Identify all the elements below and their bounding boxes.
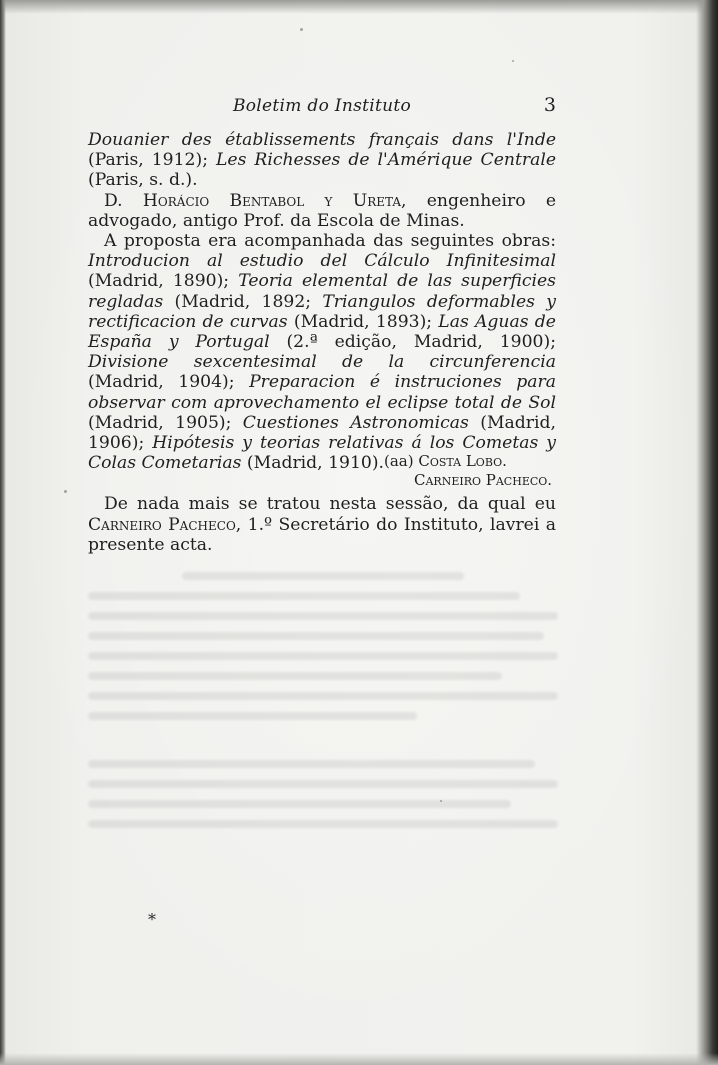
page-bottom-shadow xyxy=(0,1053,718,1065)
work-details: (Madrid, 1905); xyxy=(88,412,243,433)
page-number: 3 xyxy=(543,94,556,116)
paragraph-closing xyxy=(88,494,556,555)
signature-line-2 xyxy=(384,471,564,490)
candidate-description: , engenheiro e advogado, antigo Prof. da Escola de Minas. xyxy=(88,190,556,231)
paragraph-citations xyxy=(88,130,556,191)
work-title: Hipótesis y teorias relativas á los Cometas y Colas Cometarias xyxy=(88,433,557,474)
work-details: (Paris, s. d.). xyxy=(88,170,198,191)
signatory-name: Costa Lobo. xyxy=(418,452,507,470)
dust-speck xyxy=(64,490,67,493)
dust-speck xyxy=(512,60,514,62)
work-details: (Madrid, 1906); xyxy=(88,412,556,454)
page-right-shadow xyxy=(696,0,718,1065)
person-name: Horácio Bentabol y Ureta xyxy=(142,190,402,211)
work-details: (Madrid, 1904); xyxy=(88,372,250,393)
work-title: Triangulos deformables y rectificacion de curvas xyxy=(88,291,556,332)
paragraph-candidate xyxy=(88,191,556,231)
work-details: (Madrid, 1893); xyxy=(287,311,439,332)
work-details: (2.ª edição, Madrid, 1900); xyxy=(269,332,556,353)
page-header xyxy=(88,94,556,120)
closing-text-end: , 1.º Secretário do Instituto, lavrei a presente acta. xyxy=(88,514,556,555)
closing-text: De nada mais se tratou nesta sessão, da qual eu xyxy=(104,494,556,515)
page-left-shadow xyxy=(0,0,6,1065)
page-top-shadow xyxy=(0,0,718,14)
work-details: (Madrid, 1910). xyxy=(241,453,385,474)
paragraph-works xyxy=(88,231,556,473)
work-title: Douanier des établissements français dans l'Inde xyxy=(88,130,556,150)
honorific: D. xyxy=(104,190,143,211)
asterisk-mark: * xyxy=(148,910,156,929)
dust-speck xyxy=(300,28,303,31)
work-details: (Paris, 1912); xyxy=(88,150,216,171)
work-title: Las Aguas de España y Portugal xyxy=(88,311,556,353)
signature-line-1 xyxy=(384,452,564,471)
work-title: Les Richesses de l'Amérique Centrale xyxy=(215,150,556,171)
work-details: (Madrid, 1892; xyxy=(163,291,323,312)
secretary-name: Carneiro Pacheco xyxy=(88,514,236,535)
signatory-name: Carneiro Pacheco. xyxy=(414,471,553,489)
work-title: Divisione sexcentesimal de la circunferencia xyxy=(88,352,556,373)
work-title: Preparacion é instruciones para observar com aprovechamento el eclipse total de Sol xyxy=(88,372,556,413)
body-text xyxy=(88,130,556,555)
signature-prefix: (aa) xyxy=(384,452,419,470)
running-head: Boletim do Instituto xyxy=(232,96,412,116)
work-title: Introducion al estudio del Cálculo Infinitesimal xyxy=(88,251,556,272)
work-details: (Madrid, 1890); xyxy=(88,271,239,292)
signature-block xyxy=(384,452,564,490)
intro-text: A proposta era acompanhada das seguintes obras: xyxy=(104,231,556,252)
work-title: Teoria elemental de las superficies regladas xyxy=(88,271,556,312)
show-through-text xyxy=(88,560,558,860)
dust-speck xyxy=(440,800,442,802)
work-title: Cuestiones Astronomicas xyxy=(242,412,469,433)
